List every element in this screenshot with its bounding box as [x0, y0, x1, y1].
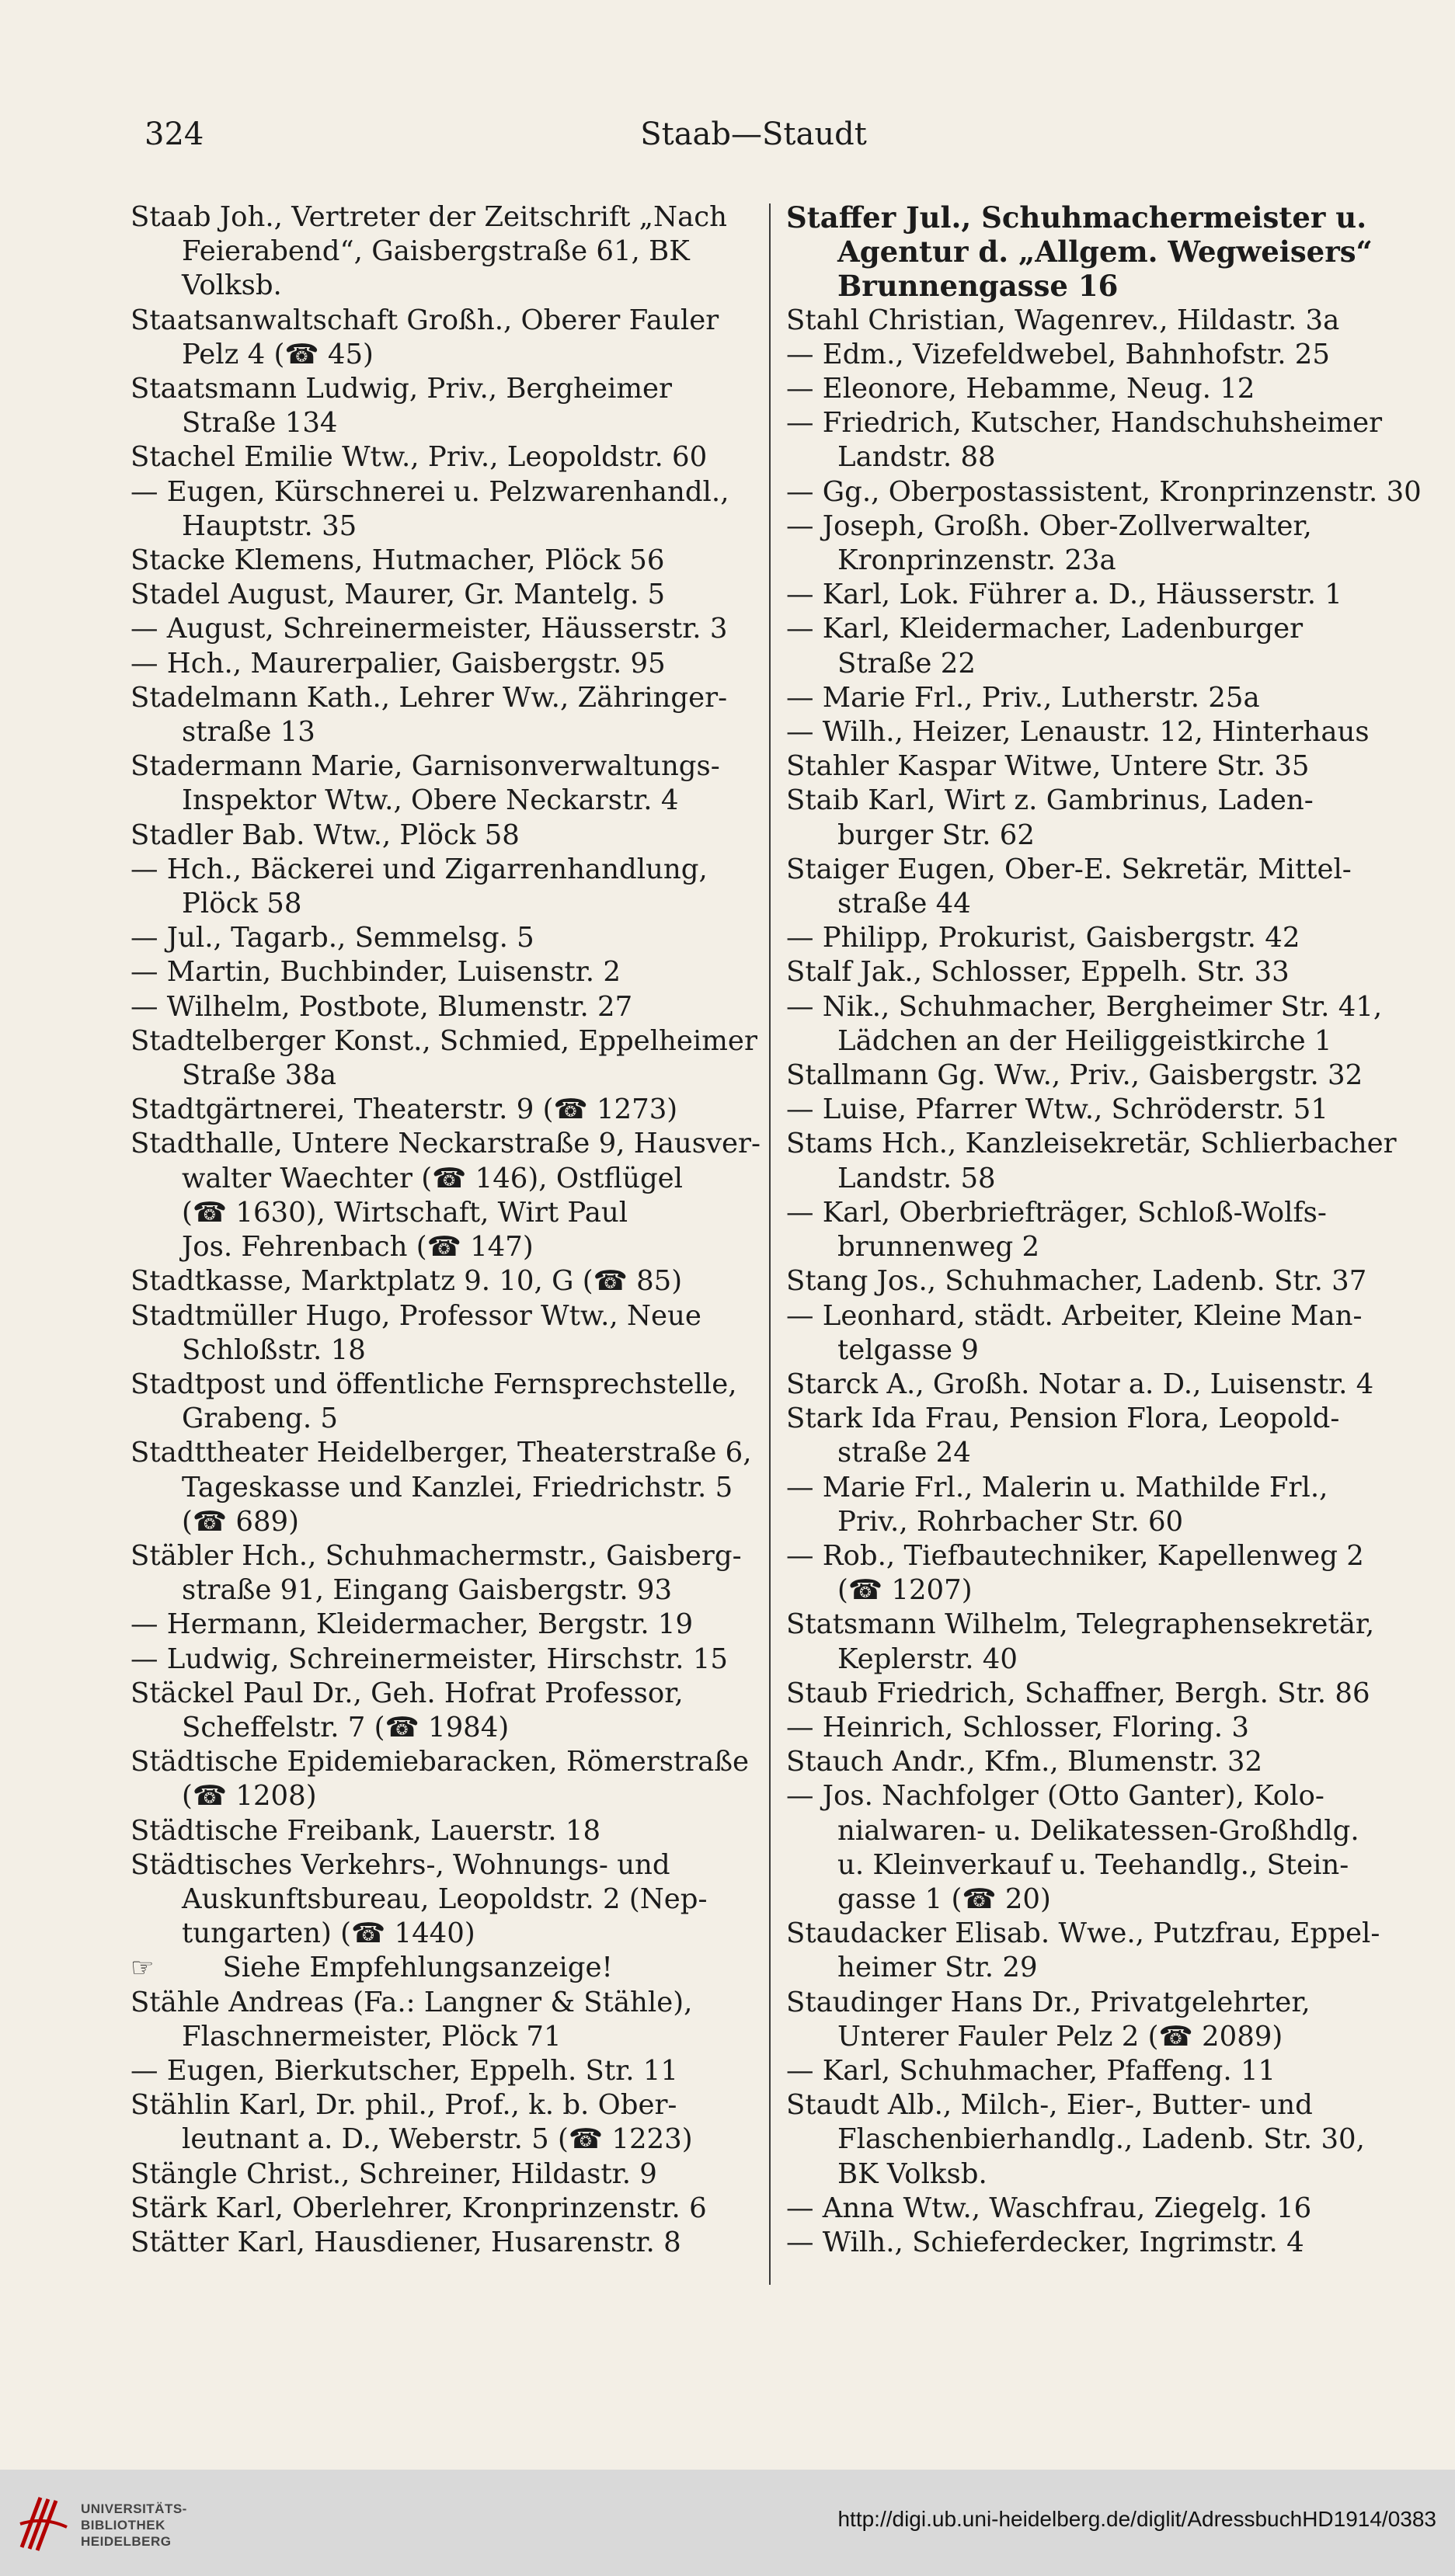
entry-line: Stadler Bab. Wtw., Plöck 58	[131, 819, 520, 851]
university-seal-icon	[17, 2493, 70, 2553]
entry-continuation-line: Keplerstr. 40	[837, 1643, 1018, 1675]
pointing-hand-icon: ☞	[131, 1952, 155, 1984]
entry-continuation-line: Scheffelstr. 7 (☎ 1984)	[182, 1711, 510, 1743]
directory-entry	[131, 1848, 768, 1952]
directory-entry	[131, 2192, 768, 2226]
entry-continuation-line: Straße 38a	[182, 1059, 337, 1092]
entry-line: — Philipp, Prokurist, Gaisbergstr. 42	[786, 922, 1300, 954]
entry-line: Stadttheater Heidelberger, Theaterstraße 6,	[131, 1437, 752, 1469]
entry-line: Stadelmann Kath., Lehrer Ww., Zähringer-	[131, 681, 728, 714]
directory-entry	[786, 1264, 1392, 1298]
directory-entry	[131, 200, 768, 304]
directory-entry	[131, 1986, 768, 2054]
directory-entry	[786, 338, 1392, 372]
entry-continuation-line: Lädchen an der Heiliggeistkirche 1	[837, 1024, 1332, 1057]
library-logo-text	[81, 2501, 187, 2550]
entry-line: — August, Schreinermeister, Häusserstr. 3	[131, 613, 728, 645]
entry-line: — Luise, Pfarrer Wtw., Schröderstr. 51	[786, 1093, 1328, 1126]
entry-continuation-line: telgasse 9	[837, 1333, 979, 1366]
entry-line: Siehe Empfehlungsanzeige!	[222, 1952, 613, 1984]
entry-line: Stahl Christian, Wagenrev., Hildastr. 3a	[786, 304, 1340, 336]
directory-entry	[786, 1779, 1392, 1917]
entry-continuation-line: Grabeng. 5	[182, 1403, 338, 1435]
entry-line: Staib Karl, Wirt z. Gambrinus, Laden-	[786, 784, 1314, 817]
page-header	[117, 107, 1391, 169]
entry-line: — Karl, Lok. Führer a. D., Häusserstr. 1	[786, 579, 1342, 611]
entry-line: — Edm., Vizefeldwebel, Bahnhofstr. 25	[786, 338, 1330, 370]
entry-continuation-line: brunnenweg 2	[837, 1231, 1040, 1264]
entry-continuation-line: Feierabend“, Gaisbergstraße 61, BK	[182, 235, 690, 268]
entry-line: Stahler Kaspar Witwe, Untere Str. 35	[786, 750, 1310, 783]
entry-line: Stadthalle, Untere Neckarstraße 9, Hausver-	[131, 1128, 761, 1160]
directory-entry	[786, 2054, 1392, 2088]
directory-entry	[786, 921, 1392, 955]
directory-entry	[131, 1608, 768, 1642]
entry-line: Staudacker Elisab. Wwe., Putzfrau, Eppel-	[786, 1917, 1380, 1950]
directory-entry	[131, 2054, 768, 2088]
directory-entry	[786, 1093, 1392, 1127]
entry-continuation-line: burger Str. 62	[837, 819, 1035, 851]
entry-line: Stang Jos., Schuhmacher, Ladenb. Str. 37	[786, 1265, 1367, 1298]
entry-line: Stadtelberger Konst., Schmied, Eppelheimer	[131, 1024, 757, 1057]
entry-line: — Rob., Tiefbautechniker, Kapellenweg 2	[786, 1539, 1364, 1572]
directory-entry	[786, 1608, 1392, 1676]
entry-continuation-line: Kronprinzenstr. 23a	[837, 544, 1116, 577]
entry-line: — Hermann, Kleidermacher, Bergstr. 19	[131, 1608, 694, 1641]
directory-entry	[131, 1299, 768, 1368]
library-line: UNIVERSITÄTS-	[81, 2501, 187, 2516]
entry-line: Stätter Karl, Hausdiener, Husarenstr. 8	[131, 2226, 681, 2258]
entry-line: Stadtgärtnerei, Theaterstr. 9 (☎ 1273)	[131, 1093, 678, 1126]
library-line: BIBLIOTHEK	[81, 2518, 165, 2533]
entry-line: Statsmann Wilhelm, Telegraphensekretär,	[786, 1608, 1375, 1641]
entry-line: Stark Ida Frau, Pension Flora, Leopold-	[786, 1403, 1340, 1435]
entry-continuation-line: leutnant a. D., Weberstr. 5 (☎ 1223)	[182, 2123, 693, 2156]
entry-continuation-line: (☎ 1208)	[182, 1780, 317, 1813]
entry-line: — Nik., Schuhmacher, Bergheimer Str. 41,	[786, 990, 1383, 1023]
directory-entry	[131, 1814, 768, 1848]
entry-line: Staab Joh., Vertreter der Zeitschrift „Nach	[131, 201, 727, 233]
directory-entry	[786, 578, 1392, 612]
entry-continuation-line: Flaschenbierhandlg., Ladenb. Str. 30,	[837, 2123, 1365, 2156]
directory-entry	[786, 372, 1392, 406]
directory-entry	[786, 1368, 1392, 1402]
directory-entry	[131, 1264, 768, 1298]
entry-continuation-line: straße 24	[837, 1437, 971, 1469]
directory-entry	[131, 921, 768, 955]
entry-line: — Leonhard, städt. Arbeiter, Kleine Man-	[786, 1299, 1363, 1332]
entry-continuation-line: Hauptstr. 35	[182, 509, 357, 542]
entry-line: Stadtmüller Hugo, Professor Wtw., Neue	[131, 1299, 701, 1332]
directory-entry	[786, 200, 1392, 304]
entry-line: — Marie Frl., Malerin u. Mathilde Frl.,	[786, 1471, 1328, 1504]
directory-entry	[131, 475, 768, 544]
entry-line: Staudinger Hans Dr., Privatgelehrter,	[786, 1986, 1311, 2018]
entry-line: Stachel Emilie Wtw., Priv., Leopoldstr. 60	[131, 441, 708, 474]
directory-entry	[786, 1471, 1392, 1539]
entry-continuation-line: Inspektor Wtw., Obere Neckarstr. 4	[182, 784, 679, 817]
directory-entry	[131, 1745, 768, 1813]
right-column	[786, 200, 1422, 2260]
entry-line: Staiger Eugen, Ober-E. Sekretär, Mittel-	[786, 853, 1352, 885]
directory-entry	[131, 647, 768, 681]
entry-continuation-line: tungarten) (☎ 1440)	[182, 1917, 475, 1950]
directory-entry	[786, 2088, 1392, 2192]
entry-line: — Eleonore, Hebamme, Neug. 12	[786, 373, 1255, 405]
directory-entry	[786, 681, 1392, 715]
directory-entry	[131, 304, 768, 372]
entry-line: — Hch., Maurerpalier, Gaisbergstr. 95	[131, 647, 666, 680]
entry-continuation-line: Straße 134	[182, 407, 338, 440]
entry-line: — Eugen, Bierkutscher, Eppelh. Str. 11	[131, 2054, 678, 2087]
notice-entry	[131, 1951, 768, 1985]
directory-entry	[131, 681, 768, 749]
directory-entry	[786, 2192, 1392, 2226]
directory-entry	[786, 1917, 1392, 1985]
directory-entry	[786, 955, 1392, 989]
entry-continuation-line: Landstr. 88	[837, 441, 996, 474]
entry-continuation-line: Straße 22	[837, 647, 976, 680]
directory-entry	[786, 304, 1392, 338]
entry-line: — Eugen, Kürschnerei u. Pelzwarenhandl.,	[131, 475, 729, 508]
directory-entry	[131, 1093, 768, 1127]
entry-line: Stadtpost und öffentliche Fernsprechstelle,	[131, 1368, 737, 1400]
entry-continuation-line: Flaschnermeister, Plöck 71	[182, 2020, 562, 2053]
directory-entry	[786, 715, 1392, 749]
directory-entry	[131, 819, 768, 853]
entry-continuation-line: gasse 1 (☎ 20)	[837, 1882, 1051, 1915]
directory-entry	[786, 1196, 1392, 1264]
entry-continuation-line: Landstr. 58	[837, 1162, 996, 1194]
source-url-link[interactable]: http://digi.ub.uni-heidelberg.de/diglit/AdressbuchHD1914/0383	[837, 2507, 1436, 2531]
page-number: 324	[144, 116, 204, 152]
entry-continuation-line: Jos. Fehrenbach (☎ 147)	[182, 1231, 534, 1264]
directory-entry	[131, 1539, 768, 1608]
directory-entry	[786, 749, 1392, 784]
directory-entry	[131, 1643, 768, 1677]
entry-line: Stadel August, Maurer, Gr. Mantelg. 5	[131, 579, 666, 611]
entry-line: Stacke Klemens, Hutmacher, Plöck 56	[131, 544, 665, 577]
directory-entry	[786, 1711, 1392, 1745]
entry-line: Stärk Karl, Oberlehrer, Kronprinzenstr. 6	[131, 2192, 707, 2224]
entry-line: Staatsmann Ludwig, Priv., Bergheimer	[131, 373, 672, 405]
directory-entry	[131, 990, 768, 1024]
entry-continuation-line: (☎ 689)	[182, 1505, 299, 1538]
directory-entry	[786, 475, 1422, 509]
entry-line: — Marie Frl., Priv., Lutherstr. 25a	[786, 681, 1260, 714]
entry-line: Stäbler Hch., Schuhmachermstr., Gaisberg-	[131, 1539, 742, 1572]
entry-continuation-line: (☎ 1630), Wirtschaft, Wirt Paul	[182, 1196, 628, 1229]
entry-line: — Hch., Bäckerei und Zigarrenhandlung,	[131, 853, 708, 885]
entry-line: — Karl, Oberbriefträger, Schloß-Wolfs-	[786, 1196, 1327, 1229]
directory-entry	[131, 749, 768, 818]
entry-continuation-line: Volksb.	[182, 269, 282, 302]
entry-continuation-line: Tageskasse und Kanzlei, Friedrichstr. 5	[182, 1471, 733, 1504]
directory-entry	[786, 1402, 1392, 1470]
running-title: Staab—Staudt	[640, 116, 867, 152]
entry-continuation-line: Brunnengasse 16	[837, 269, 1119, 304]
directory-entry	[131, 1677, 768, 1745]
entry-line: Staudt Alb., Milch-, Eier-, Butter- und	[786, 2089, 1313, 2122]
entry-line: — Jos. Nachfolger (Otto Ganter), Kolo-	[786, 1780, 1324, 1813]
entry-line: Stalf Jak., Schlosser, Eppelh. Str. 33	[786, 956, 1290, 989]
entry-line: — Joseph, Großh. Ober-Zollverwalter,	[786, 509, 1312, 542]
directory-entry	[131, 853, 768, 921]
directory-entry	[786, 1127, 1397, 1195]
directory-entry	[786, 1539, 1392, 1608]
entry-line: Staatsanwaltschaft Großh., Oberer Fauler	[131, 304, 719, 336]
directory-entry	[131, 1436, 768, 1539]
entry-line: — Wilh., Schieferdecker, Ingrimstr. 4	[786, 2226, 1304, 2258]
directory-entry	[786, 1299, 1392, 1368]
directory-entry	[131, 440, 768, 475]
entry-line: — Gg., Oberpostassistent, Kronprinzenstr. 30	[786, 475, 1422, 508]
directory-entry	[786, 1059, 1392, 1093]
entry-line: Staub Friedrich, Schaffner, Bergh. Str. 86	[786, 1677, 1370, 1709]
directory-entry	[786, 509, 1392, 578]
entry-continuation-line: Unterer Fauler Pelz 2 (☎ 2089)	[837, 2020, 1283, 2053]
entry-continuation-line: straße 44	[837, 888, 971, 920]
directory-entry	[786, 1745, 1392, 1779]
entry-line: Stadermann Marie, Garnisonverwaltungs-	[131, 750, 720, 783]
entry-continuation-line: straße 91, Eingang Gaisbergstr. 93	[182, 1574, 673, 1607]
column-divider	[769, 203, 771, 2285]
entry-continuation-line: u. Kleinverkauf u. Teehandlg., Stein-	[837, 1848, 1349, 1881]
entry-line: Stäckel Paul Dr., Geh. Hofrat Professor,	[131, 1677, 684, 1709]
directory-entry	[786, 1677, 1392, 1711]
directory-entry	[786, 2226, 1392, 2260]
entry-continuation-line: Schloßstr. 18	[182, 1333, 366, 1366]
entry-line: Starck A., Großh. Notar a. D., Luisenstr. 4	[786, 1368, 1374, 1400]
entry-continuation-line: straße 13	[182, 716, 315, 749]
directory-entry	[131, 2088, 768, 2157]
directory-entry	[131, 1127, 768, 1264]
entry-continuation-line: walter Waechter (☎ 146), Ostflügel	[182, 1162, 684, 1194]
directory-entry	[131, 578, 768, 612]
entry-line: Städtische Epidemiebaracken, Römerstraße	[131, 1746, 750, 1778]
entry-continuation-line: Priv., Rohrbacher Str. 60	[837, 1505, 1184, 1538]
entry-line: — Martin, Buchbinder, Luisenstr. 2	[131, 956, 621, 989]
entry-line: — Karl, Schuhmacher, Pfaffeng. 11	[786, 2054, 1276, 2087]
entry-line: Städtisches Verkehrs-, Wohnungs- und	[131, 1848, 670, 1881]
entry-line: Stadtkasse, Marktplatz 9. 10, G (☎ 85)	[131, 1265, 683, 1298]
entry-continuation-line: heimer Str. 29	[837, 1952, 1038, 1984]
directory-entry	[786, 853, 1392, 921]
directory-entry	[131, 2226, 768, 2260]
directory-entry	[131, 372, 768, 440]
entry-continuation-line: Pelz 4 (☎ 45)	[182, 338, 374, 370]
directory-entry	[131, 2157, 768, 2192]
entry-continuation-line: BK Volksb.	[837, 2157, 987, 2190]
entry-line: — Friedrich, Kutscher, Handschuhsheimer	[786, 407, 1383, 440]
entry-line: Städtische Freibank, Lauerstr. 18	[131, 1814, 601, 1847]
entry-line: Stängle Christ., Schreiner, Hildastr. 9	[131, 2157, 657, 2190]
entry-line: — Karl, Kleidermacher, Ladenburger	[786, 613, 1304, 645]
directory-entry	[131, 612, 768, 646]
entry-line: — Wilh., Heizer, Lenaustr. 12, Hinterhaus	[786, 716, 1370, 749]
left-column	[131, 200, 768, 2260]
directory-entry	[786, 406, 1392, 475]
entry-continuation-line: (☎ 1207)	[837, 1574, 973, 1607]
entry-line: — Ludwig, Schreinermeister, Hirschstr. 15	[131, 1643, 728, 1675]
entry-line: — Anna Wtw., Waschfrau, Ziegelg. 16	[786, 2192, 1312, 2224]
entry-line: Stähle Andreas (Fa.: Langner & Stähle),	[131, 1986, 693, 2018]
entry-line: Stallmann Gg. Ww., Priv., Gaisbergstr. 32	[786, 1059, 1363, 1092]
entry-continuation-line: Agentur d. „Allgem. Wegweisers“	[837, 235, 1373, 269]
directory-entry	[131, 544, 768, 578]
library-line: HEIDELBERG	[81, 2534, 172, 2549]
entry-line: — Jul., Tagarb., Semmelsg. 5	[131, 922, 534, 954]
directory-entry	[786, 1986, 1392, 2054]
directory-entry	[786, 990, 1392, 1059]
entry-continuation-line: nialwaren- u. Delikatessen-Großhdlg.	[837, 1814, 1359, 1847]
entry-line: Stams Hch., Kanzleisekretär, Schlierbacher	[786, 1128, 1397, 1160]
directory-entry	[786, 784, 1392, 852]
entry-line: Stählin Karl, Dr. phil., Prof., k. b. Ober-	[131, 2089, 677, 2122]
footer-bar	[0, 2470, 1455, 2576]
entry-line: Staffer Jul., Schuhmachermeister u.	[786, 200, 1367, 235]
entry-continuation-line: Auskunftsbureau, Leopoldstr. 2 (Nep-	[182, 1882, 708, 1915]
entry-line: — Heinrich, Schlosser, Floring. 3	[786, 1711, 1249, 1743]
directory-entry	[131, 955, 768, 989]
entry-line: — Wilhelm, Postbote, Blumenstr. 27	[131, 990, 633, 1023]
entry-line: Stauch Andr., Kfm., Blumenstr. 32	[786, 1746, 1263, 1778]
directory-entry	[131, 1368, 768, 1436]
directory-entry	[786, 612, 1392, 680]
entry-continuation-line: Plöck 58	[182, 888, 302, 920]
directory-entry	[131, 1024, 768, 1093]
